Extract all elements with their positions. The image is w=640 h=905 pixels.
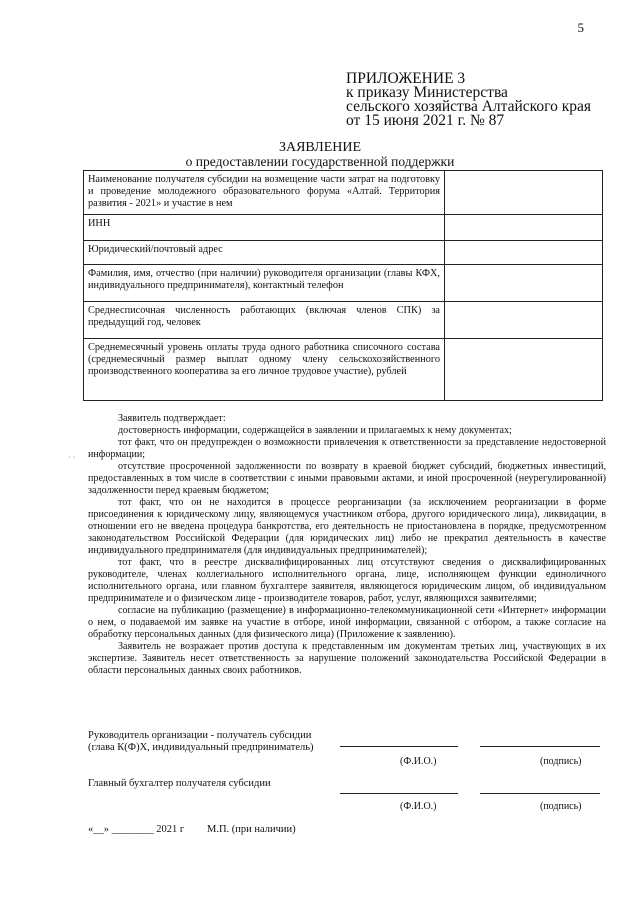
body-paragraph: достоверность информации, содержащейся в заявлении и прилагаемых к нему документах; xyxy=(118,425,512,436)
head-signature-label-2: (глава К(Ф)Х, индивидуальный предприниматель) xyxy=(88,742,314,753)
stamp-label: М.П. (при наличии) xyxy=(207,824,296,835)
row-value-headcount[interactable] xyxy=(445,302,603,339)
head-fio-line[interactable] xyxy=(340,746,458,747)
row-label-salary: Среднемесячный уровень оплаты труда одного работника списочного состава (среднемесячный размер выплат одному члену сельскохозяйственного производственного кооператива за его личное трудовое участие), рублей xyxy=(84,339,445,401)
head-fio-caption: (Ф.И.О.) xyxy=(400,756,437,767)
body-paragraph: отсутствие просроченной задолженности по возврату в краевой бюджет субсидий, бюджетных инвестиций, предоставленных в том числе в соответствии с иными правовыми актами, и иной просроченной (неурегулированной) задолженности перед краевым бюджетом; xyxy=(88,461,606,496)
row-value-salary[interactable] xyxy=(445,339,603,401)
head-signature-line[interactable] xyxy=(480,746,600,747)
appendix-line-1: ПРИЛОЖЕНИЕ 3 xyxy=(346,70,466,87)
row-value-head[interactable] xyxy=(445,265,603,302)
title-heading: ЗАЯВЛЕНИЕ xyxy=(278,140,362,155)
accountant-fio-caption: (Ф.И.О.) xyxy=(400,801,437,812)
row-label-headcount: Среднесписочная численность работающих (включая членов СПК) за предыдущий год, человек xyxy=(84,302,445,339)
table-row xyxy=(84,241,603,265)
accountant-signature-label: Главный бухгалтер получателя субсидии xyxy=(88,778,271,789)
appendix-line-4: от 15 июня 2021 г. № 87 xyxy=(346,112,505,129)
page-number: 5 xyxy=(577,20,584,35)
margin-dots: · · xyxy=(68,453,76,462)
application-table xyxy=(83,170,603,401)
table-row xyxy=(84,215,603,241)
row-value-inn[interactable] xyxy=(445,215,603,241)
body-paragraph: тот факт, что он не находится в процессе реорганизации (за исключением реорганизации в форме присоединения к юридическому лицу, являющемуся участником отбора, другого юридического лица), ликвидации, в отношении его не введена процедура банкротства, его деятельность не приостановлена в порядке, предусмотренном законодательством Российской Федерации (для юридических лиц) либо не прекратил деятельность в качестве индивидуального предпринимателя (для индивидуальных предпринимателей); xyxy=(88,497,606,556)
body-paragraph: Заявитель подтверждает: xyxy=(118,413,226,424)
body-paragraph: тот факт, что в реестре дисквалифицированных лиц отсутствуют сведения о дисквалифицированных руководителе, членах коллегиального исполнительного органа, лице, исполняющем функции единоличного исполнительного органа, или главном бухгалтере заявителя, являющегося юридическим лицом, об индивидуальном предпринимателе и о физическом лице - производителе товаров, работ, услуг, являющихся заявителями; xyxy=(88,557,606,604)
table-row xyxy=(84,339,603,401)
appendix-line-2: к приказу Министерства xyxy=(346,84,508,101)
row-value-recipient[interactable] xyxy=(445,171,603,215)
accountant-fio-line[interactable] xyxy=(340,793,458,794)
head-signature-label-1: Руководитель организации - получатель субсидии xyxy=(88,730,312,741)
title-subheading: о предоставлении государственной поддержки xyxy=(185,154,455,169)
table-row xyxy=(84,265,603,302)
appendix-header xyxy=(346,72,591,128)
document-title xyxy=(0,141,640,169)
body-paragraph: тот факт, что он предупрежден о возможности привлечения к ответственности за представление недостоверной информации; xyxy=(88,437,606,460)
row-label-inn: ИНН xyxy=(84,215,445,241)
body-paragraph: согласие на публикацию (размещение) в информационно-телекоммуникационной сети «Интернет» информации о нем, о подаваемой им заявке на участие в отборе, иной информации, связанной с отбором, а также согласие на обработку персональных данных (для физического лица) (Приложение к заявлению). xyxy=(88,605,606,640)
row-label-head: Фамилия, имя, отчество (при наличии) руководителя организации (главы КФХ, индивидуального предпринимателя), контактный телефон xyxy=(84,265,445,302)
body-paragraph: Заявитель не возражает против доступа к представленным им документам третьих лиц, участвующих в их экспертизе. Заявитель несет ответственность за нарушение положений законодательства Российской Федерации в области персональных данных своих работников. xyxy=(88,641,606,676)
table-row xyxy=(84,171,603,215)
row-label-recipient: Наименование получателя субсидии на возмещение части затрат на подготовку и проведение молодежного образовательного форума «Алтай. Территория развития - 2021» и участие в нем xyxy=(84,171,445,215)
head-signature-caption: (подпись) xyxy=(540,756,582,767)
appendix-line-3: сельского хозяйства Алтайского края xyxy=(346,98,592,115)
date-field[interactable]: «__» ________ 2021 г xyxy=(88,824,185,835)
accountant-signature-line[interactable] xyxy=(480,793,600,794)
row-value-address[interactable] xyxy=(445,241,603,265)
table-row xyxy=(84,302,603,339)
accountant-signature-caption: (подпись) xyxy=(540,801,582,812)
row-label-address: Юридический/почтовый адрес xyxy=(84,241,445,265)
body-text xyxy=(88,413,606,677)
